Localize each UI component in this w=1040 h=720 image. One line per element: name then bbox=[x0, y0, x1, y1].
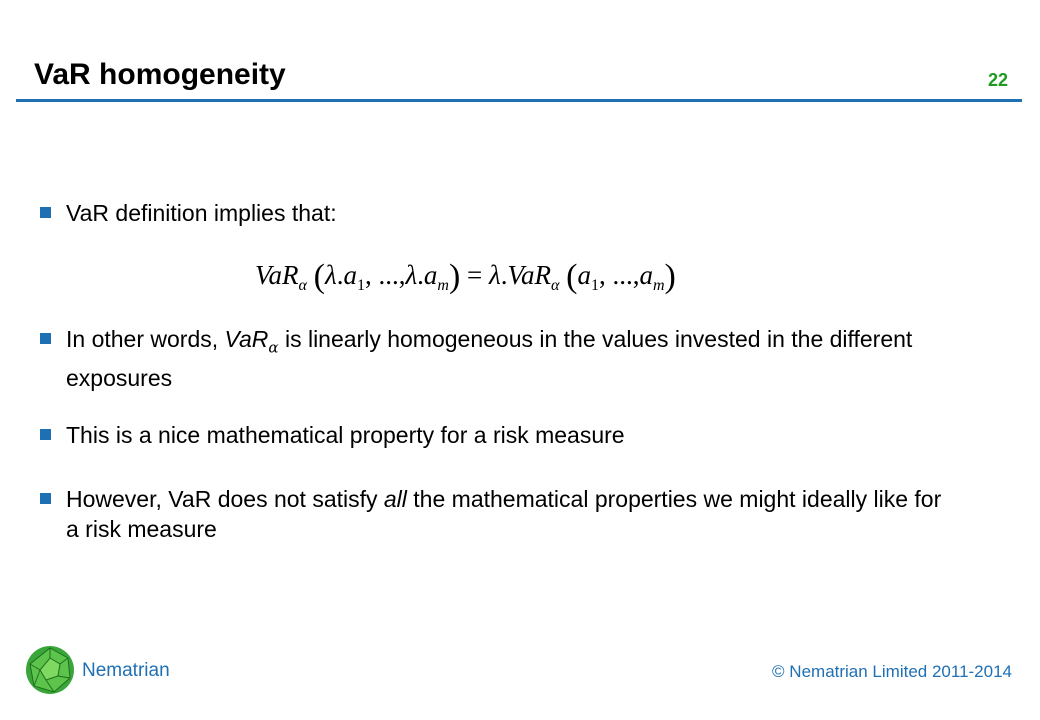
bullet-text: VaR definition implies that: bbox=[66, 200, 337, 226]
slide-title: VaR homogeneity bbox=[34, 58, 286, 91]
footer-copyright: © Nematrian Limited 2011-2014 bbox=[772, 662, 1012, 681]
bullet-square-icon bbox=[40, 429, 51, 440]
bullet-text: In other words, VaR$_\alpha$ is linearly homogeneous in the values invested in the different exposures bbox=[66, 326, 913, 391]
formula-var: VaR bbox=[255, 260, 299, 290]
bullet-square-icon bbox=[40, 493, 51, 504]
homogeneity-formula: VaR$_\alpha$ ($\lambda.a_1$, $...,\lambda.a_m) = \lambda.VaR_\alpha$ ($a_1$, $...,a_m$) bbox=[255, 258, 676, 295]
page-number: 22 bbox=[987, 70, 1008, 90]
bullet-text: This is a nice mathematical property for a risk measure bbox=[66, 422, 625, 448]
footer-brand: Nematrian bbox=[82, 660, 170, 681]
title-divider bbox=[16, 99, 1022, 102]
bullet-text: However, VaR does not satisfy all the mathematical properties we might ideally like for a risk measure bbox=[66, 486, 942, 542]
green-polyhedron-icon bbox=[24, 644, 76, 696]
bullet-square-icon bbox=[40, 207, 51, 218]
bullet-square-icon bbox=[40, 333, 51, 344]
